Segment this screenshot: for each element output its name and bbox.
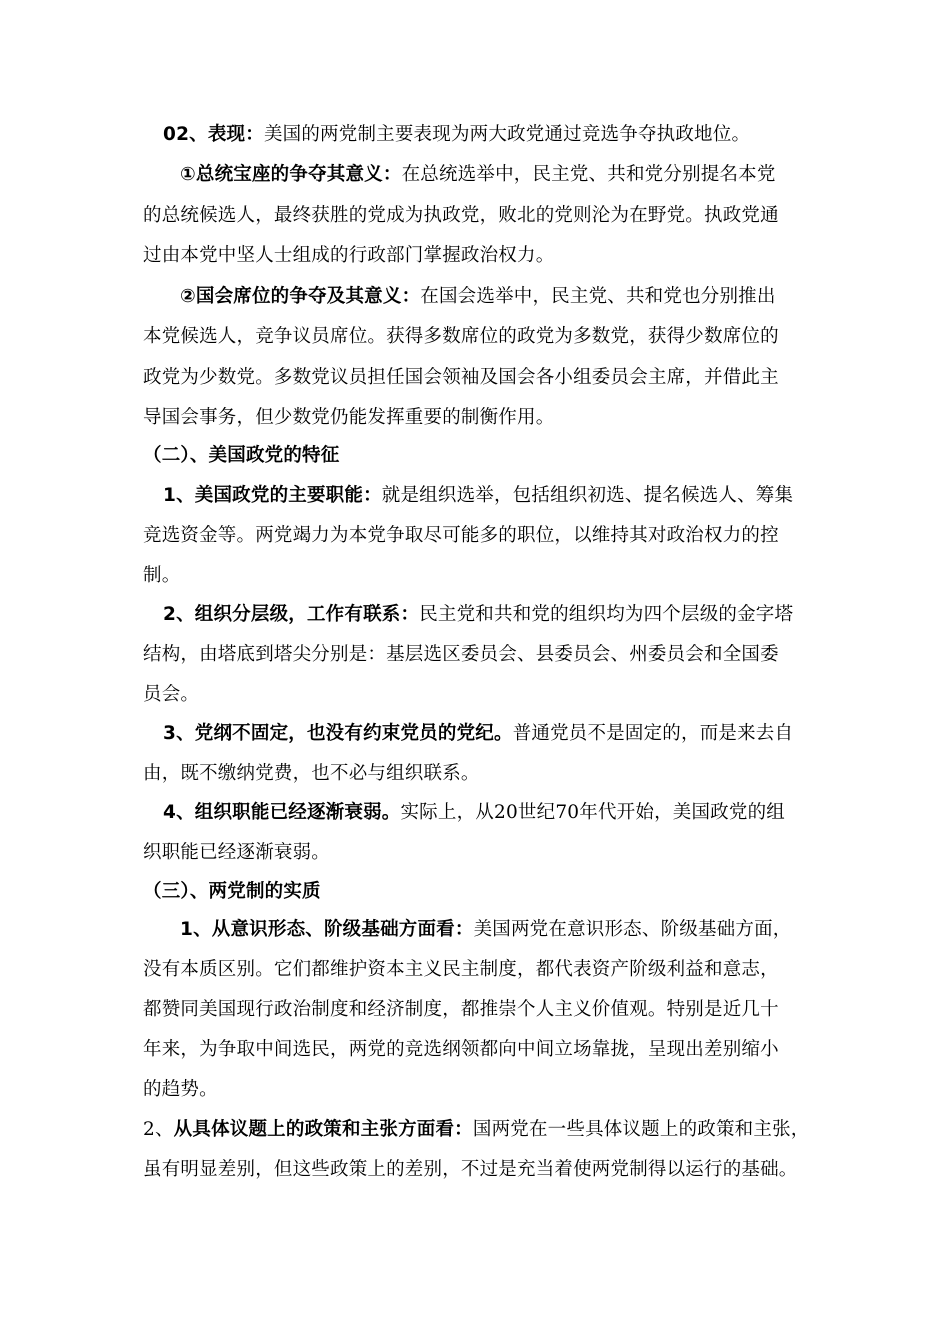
organization-text: 民主党和共和党的组织均为四个层级的金字塔 — [419, 604, 794, 625]
congress-text: 在国会选举中，民主党、共和党也分别推出 — [420, 286, 776, 307]
ideology-text: 美国两党在意识形态、阶级基础方面， — [473, 919, 792, 940]
paragraph-congress-line-3: 政党为少数党。多数党议员担任国会领袖及国会各小组委员会主席，并借此主 — [143, 367, 779, 388]
paragraph-weakening-line-2: 织职能已经逐渐衰弱。 — [143, 842, 331, 863]
platform-text: 普通党员不是固定的，而是来去自 — [512, 723, 794, 744]
paragraph-policy-line-1 — [143, 1118, 809, 1142]
expression-label: 02、表现： — [163, 124, 264, 145]
paragraph-ideology-line-3: 都赞同美国现行政治制度和经济制度，都推崇个人主义价值观。特别是近几十 — [143, 999, 779, 1020]
paragraph-platform-line-1 — [163, 722, 793, 746]
paragraph-weakening-line-1 — [163, 801, 785, 825]
platform-label: 3、党纲不固定，也没有约束党员的党纪。 — [163, 723, 513, 744]
paragraph-ideology-line-5: 的趋势。 — [143, 1079, 218, 1100]
policy-text: 国两党在一些具体议题上的政策和主张， — [472, 1119, 810, 1140]
paragraph-policy-line-2: 虽有明显差别，但这些政策上的差别，不过是充当着使两党制得以运行的基础。 — [143, 1159, 798, 1180]
presidency-text: 在总统选举中，民主党、共和党分别提名本党 — [401, 164, 776, 185]
paragraph-ideology-line-4: 年来，为争取中间选民，两党的竞选纲领都向中间立场靠拢，呈现出差别缩小 — [143, 1039, 779, 1060]
paragraph-congress-line-2: 本党候选人，竞争议员席位。获得多数席位的政党为多数党，获得少数席位的 — [143, 326, 779, 347]
paragraph-expression-line-1 — [163, 123, 750, 147]
paragraph-function-line-3: 制。 — [143, 565, 181, 586]
paragraph-congress-line-1 — [180, 285, 776, 309]
paragraph-presidency-line-3: 过由本党中坚人士组成的行政部门掌握政治权力。 — [143, 245, 555, 266]
paragraph-presidency-line-1 — [180, 163, 776, 187]
paragraph-ideology-line-1 — [180, 918, 791, 942]
function-text: 就是组织选举，包括组织初选、提名候选人、筹集 — [381, 485, 794, 506]
paragraph-organization-line-3: 员会。 — [143, 684, 200, 705]
policy-number: 2、 — [143, 1119, 174, 1140]
paragraph-organization-line-2: 结构，由塔底到塔尖分别是：基层选区委员会、县委员会、州委员会和全国委 — [143, 644, 779, 665]
presidency-label: ①总统宝座的争夺其意义： — [180, 164, 402, 185]
expression-text: 美国的两党制主要表现为两大政党通过竞选争夺执政地位。 — [263, 124, 751, 145]
paragraph-function-line-2: 竞选资金等。两党竭力为本党争取尽可能多的职位，以维持其对政治权力的控 — [143, 525, 779, 546]
ideology-label: 1、从意识形态、阶级基础方面看： — [180, 919, 474, 940]
section-heading-2: （二）、美国政党的特征 — [143, 445, 340, 466]
paragraph-congress-line-4: 导国会事务，但少数党仍能发挥重要的制衡作用。 — [143, 407, 555, 428]
paragraph-function-line-1 — [163, 484, 793, 508]
paragraph-ideology-line-2: 没有本质区别。它们都维护资本主义民主制度，都代表资产阶级利益和意志， — [143, 959, 779, 980]
paragraph-presidency-line-2: 的总统候选人，最终获胜的党成为执政党，败北的党则沦为在野党。执政党通 — [143, 205, 779, 226]
weakening-label: 4、组织职能已经逐渐衰弱。 — [163, 802, 401, 823]
policy-label: 从具体议题上的政策和主张方面看： — [173, 1119, 473, 1140]
weakening-text: 实际上，从20世纪70年代开始，美国政党的组 — [400, 802, 785, 823]
organization-label: 2、组织分层级，工作有联系： — [163, 604, 420, 625]
paragraph-organization-line-1 — [163, 603, 793, 627]
section-heading-3: （三）、两党制的实质 — [143, 881, 321, 902]
function-label: 1、美国政党的主要职能： — [163, 485, 382, 506]
congress-label: ②国会席位的争夺及其意义： — [180, 286, 421, 307]
paragraph-platform-line-2: 由，既不缴纳党费，也不必与组织联系。 — [143, 763, 480, 784]
